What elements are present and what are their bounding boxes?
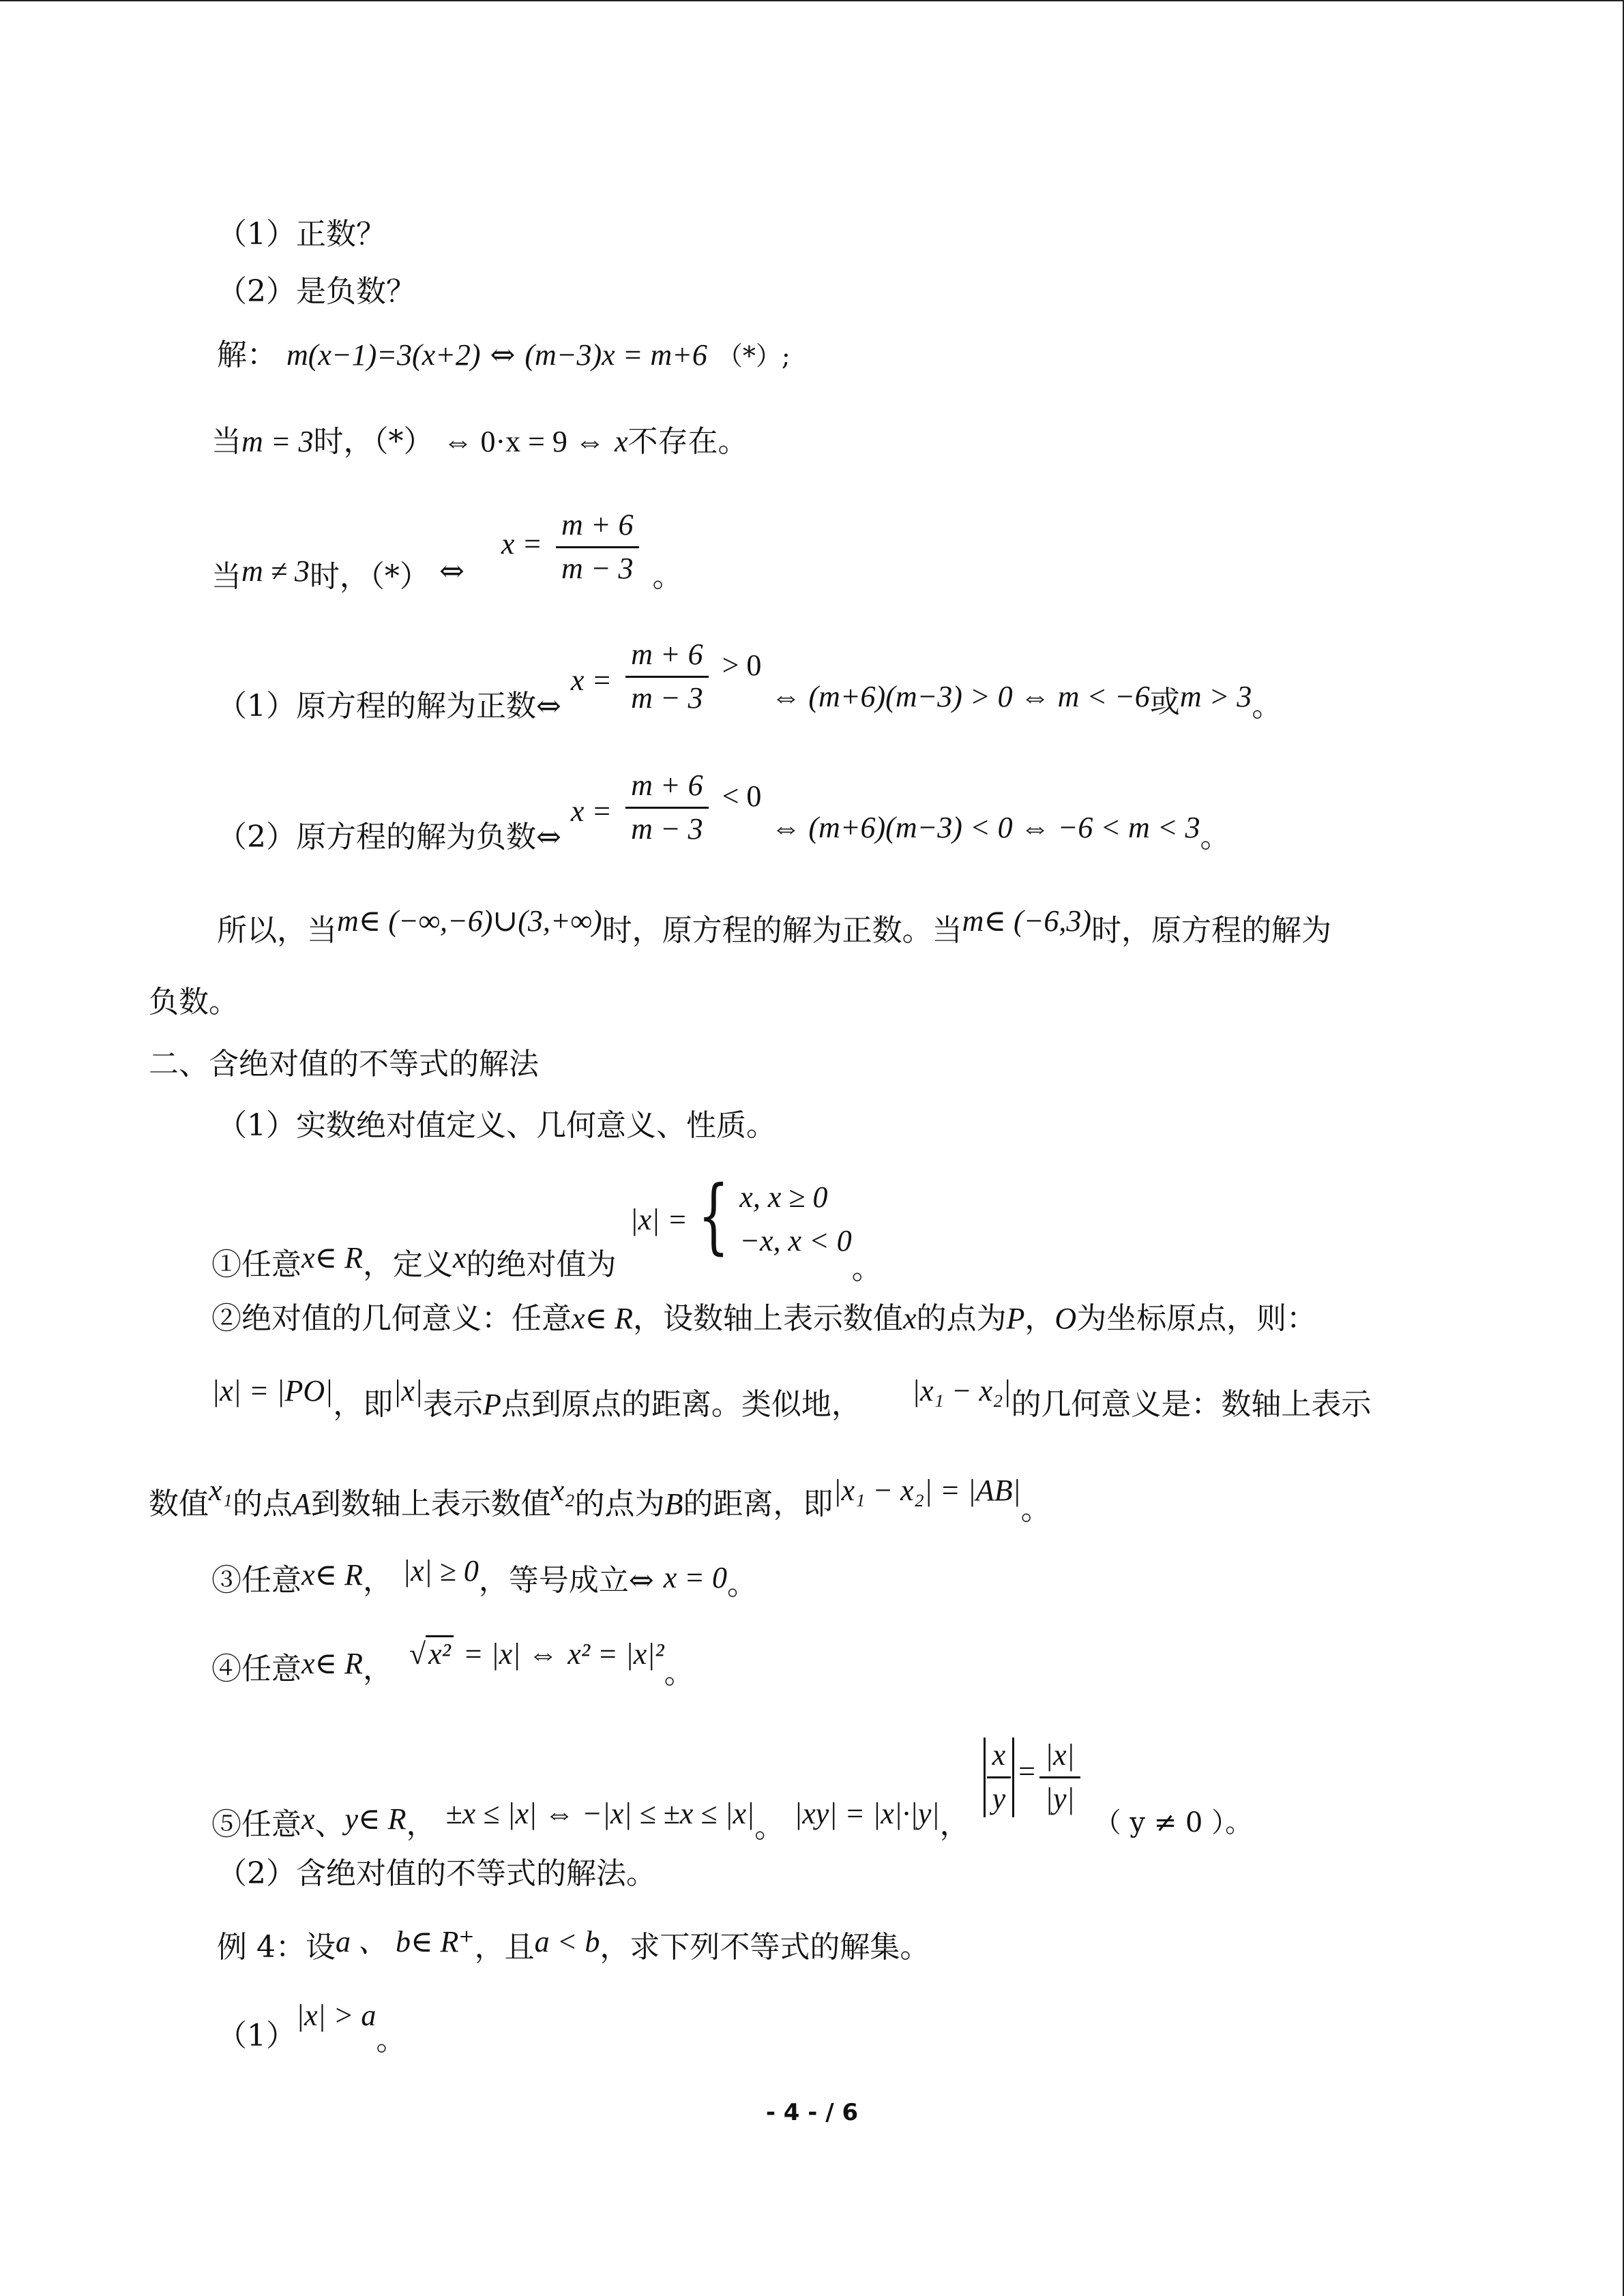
- case2-iff: ⇔: [439, 553, 464, 588]
- example-4-a: 例 4：设: [217, 1930, 336, 1965]
- solution-line: [217, 338, 791, 374]
- solution-equation-2: (m−3)x = m+6: [525, 338, 707, 372]
- property-2-abs-eq: |x| = |PO|: [211, 1374, 334, 1407]
- conclusion-a: 所以，当: [217, 913, 337, 948]
- property-4-eq2: x² = |x|²: [567, 1637, 664, 1671]
- case-m-not-3: [211, 505, 683, 594]
- property-5-frac-left-num: x: [987, 1738, 1012, 1778]
- left-brace-icon: {: [698, 1168, 730, 1264]
- positive-fraction: [625, 637, 708, 717]
- case2-end: 。: [652, 558, 683, 594]
- property-2-continuation-abs2: |x₁ − x₂|: [911, 1374, 1012, 1407]
- property-5-c: ，: [406, 1806, 437, 1842]
- property-5-condition: （ y ≠ 0 ）。: [1093, 1806, 1253, 1838]
- case1-end: 不存在。: [628, 424, 748, 459]
- negative-fraction-denominator: m − 3: [631, 811, 703, 846]
- solution-label: 解：: [217, 338, 277, 372]
- question-1: [217, 217, 386, 253]
- property-2: [211, 1301, 1316, 1337]
- case1-prefix: 当: [211, 424, 241, 459]
- fraction-numerator: m + 6: [556, 507, 638, 548]
- property-2-f: 为坐标原点，则：: [1076, 1301, 1317, 1336]
- property-2-a: ②绝对值的几何意义：任意: [211, 1301, 572, 1336]
- negative-rest: ⇔ (m+6)(m−3) < 0 ⇔ −6 < m < 3: [771, 810, 1200, 844]
- property-2-continuation-d: 的几何意义是：数轴上表示: [1011, 1387, 1372, 1422]
- property-2-line-3-e: 的距离，即: [683, 1487, 833, 1521]
- property-2-line-3-a: 数值: [149, 1487, 209, 1521]
- conclusion-c: 时，原方程的解为: [1091, 913, 1331, 948]
- solution-star-mark: （*）;: [716, 341, 791, 371]
- property-1-end: 。: [851, 1251, 882, 1287]
- property-4-a: ④任意: [211, 1652, 301, 1686]
- property-5-ineq: ±x ≤ |x| ⇔ −|x| ≤ ±x ≤ |x|: [445, 1796, 755, 1830]
- property-5-a: ⑤任意: [211, 1806, 301, 1842]
- property-1-b: ，定义: [362, 1247, 453, 1283]
- property-1-case-2: −x, x < 0: [739, 1223, 852, 1257]
- property-2-b: ，设数轴上表示数值: [632, 1301, 903, 1336]
- property-2-d: 的点为: [916, 1301, 1007, 1336]
- property-2-x2: x₂: [550, 1474, 575, 1507]
- case1-mid: 时，（*）: [313, 424, 434, 459]
- subsection-2-title: （2）含绝对值的不等式的解法。: [217, 1856, 656, 1891]
- conclusion-b: 时，原方程的解为正数。当: [602, 913, 962, 948]
- question-2-text: （2）是负数？: [217, 274, 416, 309]
- property-4-radicand: x²: [426, 1635, 454, 1671]
- property-5-b: 、: [314, 1806, 345, 1842]
- property-5-mul: |xy| = |x|·|y|: [794, 1796, 940, 1830]
- property-2-A: A: [292, 1487, 311, 1521]
- property-5-frac-eq: =: [1018, 1754, 1035, 1788]
- property-2-B: B: [664, 1487, 683, 1521]
- positive-solution-line: [217, 634, 1282, 724]
- example-4-ab: a 、 b∈ R⁺: [335, 1925, 475, 1958]
- example-4-part-1-ineq: |x| > a: [296, 1999, 377, 2032]
- example-4-part-1-label: （1）: [217, 2018, 296, 2053]
- property-3-c: ，等号成立⇔: [478, 1563, 654, 1598]
- sqrt-icon: √: [409, 1637, 426, 1671]
- property-2-continuation-b: 表示: [423, 1387, 483, 1422]
- property-2-x1: x₁: [209, 1474, 233, 1507]
- property-4-sqrt: [409, 1637, 454, 1673]
- question-1-text: （1）正数？: [217, 217, 386, 252]
- case-m-equals-3: [211, 424, 748, 460]
- positive-fraction-numerator: m + 6: [625, 637, 708, 678]
- section-2-title: 二、含绝对值的不等式的解法: [149, 1047, 539, 1082]
- property-1-a: ①任意: [211, 1247, 301, 1283]
- property-2-distance-eq: |x₁ − x₂| = |AB|: [833, 1474, 1021, 1507]
- case1-equation: ⇔ 0·x = 9 ⇔: [443, 425, 605, 458]
- negative-fraction-numerator: m + 6: [625, 768, 708, 809]
- property-2-x: x∈ R: [572, 1302, 633, 1335]
- negative-solution-line: [217, 765, 1230, 854]
- property-2-line-3-end: 。: [1020, 1492, 1051, 1527]
- case2-prefix: 当: [211, 558, 241, 594]
- example-4: [217, 1924, 930, 1965]
- example-4-c: ，求下列不等式的解集。: [600, 1930, 930, 1965]
- property-2-line-3-b: 的点: [232, 1487, 293, 1521]
- example-4-part-1: [217, 1998, 407, 2057]
- property-2-e: ，: [1024, 1301, 1055, 1336]
- property-1-abs: |x| =: [630, 1203, 688, 1237]
- property-2-continuation-abs: |x|: [393, 1374, 423, 1407]
- property-2-c: x: [902, 1302, 917, 1335]
- property-5-e: ，: [939, 1806, 970, 1842]
- positive-fraction-denominator: m − 3: [631, 681, 703, 715]
- page-number-footer: - 4 - / 6: [765, 2099, 859, 2126]
- case2-fraction: [556, 507, 638, 587]
- property-3-end: 。: [726, 1567, 757, 1602]
- positive-lhs: x =: [570, 663, 612, 697]
- case1-x: x: [614, 425, 628, 458]
- property-5-frac-left: [984, 1738, 1015, 1817]
- property-4-end: 。: [664, 1656, 694, 1690]
- property-4: [211, 1637, 694, 1690]
- property-2-continuation: [211, 1374, 1372, 1422]
- property-2-O: O: [1054, 1302, 1077, 1335]
- property-5-frac-right-num: |x|: [1039, 1738, 1080, 1778]
- conclusion-set-1: m∈ (−∞,−6)∪(3,+∞): [337, 904, 602, 938]
- conclusion-d: 负数。: [149, 985, 239, 1019]
- property-5-x: x: [301, 1802, 315, 1836]
- fraction-denominator: m − 3: [561, 551, 634, 585]
- case2-lhs: x =: [501, 526, 543, 561]
- property-1: [211, 1159, 882, 1287]
- negative-compare: < 0: [722, 779, 762, 813]
- property-2-line-3: [149, 1473, 1051, 1527]
- positive-tail: m > 3: [1179, 679, 1252, 713]
- case2-condition: m ≠ 3: [241, 554, 310, 588]
- property-5-d: 。: [754, 1809, 785, 1845]
- property-5: [211, 1718, 1253, 1845]
- negative-fraction: [625, 768, 708, 848]
- property-3: [211, 1553, 757, 1602]
- solution-equation-1: m(x−1)=3(x+2): [286, 338, 481, 372]
- property-1-c: x: [452, 1241, 467, 1275]
- property-2-line-3-d: 的点为: [574, 1487, 665, 1521]
- property-2-P: P: [1006, 1302, 1025, 1335]
- conclusion-set-2: m∈ (−6,3): [962, 904, 1091, 938]
- subsection-2: [217, 1856, 656, 1892]
- property-2-line-3-c: 到数轴上表示数值: [310, 1487, 551, 1521]
- case2-mid: 时，（*）: [309, 558, 430, 594]
- conclusion-continuation: [149, 985, 239, 1021]
- property-4-eq1: = |x| ⇔: [462, 1637, 559, 1671]
- positive-prefix: （1）原方程的解为正数⇔: [217, 688, 561, 724]
- property-5-frac-left-den: y: [992, 1781, 1006, 1815]
- property-1-d: 的绝对值为: [466, 1247, 617, 1283]
- negative-end: 。: [1200, 819, 1230, 854]
- property-4-b: ，: [362, 1652, 393, 1686]
- case1-condition: m = 3: [241, 425, 314, 458]
- property-1-case-1: x, x ≥ 0: [739, 1180, 828, 1214]
- property-5-frac-right-den: |y|: [1044, 1781, 1075, 1815]
- positive-end: 。: [1252, 688, 1282, 724]
- property-2-continuation-c: 点到原点的距离。类似地，: [501, 1387, 861, 1422]
- property-2-continuation-P: P: [483, 1388, 501, 1421]
- property-3-x: x∈ R: [301, 1558, 363, 1592]
- property-1-x: x∈ R: [301, 1241, 363, 1275]
- property-4-x: x∈ R: [301, 1647, 363, 1680]
- property-1-cases: [739, 1176, 851, 1263]
- section-2-heading: [149, 1047, 539, 1083]
- positive-rest: ⇔ (m+6)(m−3) > 0 ⇔ m < −6: [771, 679, 1150, 713]
- subsection-1-title: （1）实数绝对值定义、几何意义、性质。: [217, 1108, 776, 1143]
- solution-iff: ⇔: [490, 338, 516, 372]
- subsection-1: [217, 1108, 776, 1144]
- property-3-a: ③任意: [211, 1563, 301, 1598]
- conclusion-line: [217, 904, 1331, 948]
- property-3-b: ，: [362, 1563, 393, 1598]
- example-4-part-1-end: 。: [376, 2023, 407, 2057]
- question-2: [217, 274, 416, 310]
- negative-lhs: x =: [570, 794, 612, 828]
- property-5-frac-right: [1039, 1738, 1080, 1817]
- property-3-ineq: |x| ≥ 0: [402, 1554, 479, 1587]
- positive-or: 或: [1149, 684, 1180, 719]
- example-4-b: ，且: [474, 1930, 535, 1965]
- example-4-lt: a < b: [534, 1925, 600, 1958]
- property-5-y: y∈ R: [344, 1802, 407, 1836]
- positive-compare: > 0: [722, 648, 762, 682]
- property-3-eq: x = 0: [663, 1561, 727, 1594]
- negative-prefix: （2）原方程的解为负数⇔: [217, 819, 561, 854]
- property-2-continuation-a: ，即: [333, 1387, 394, 1422]
